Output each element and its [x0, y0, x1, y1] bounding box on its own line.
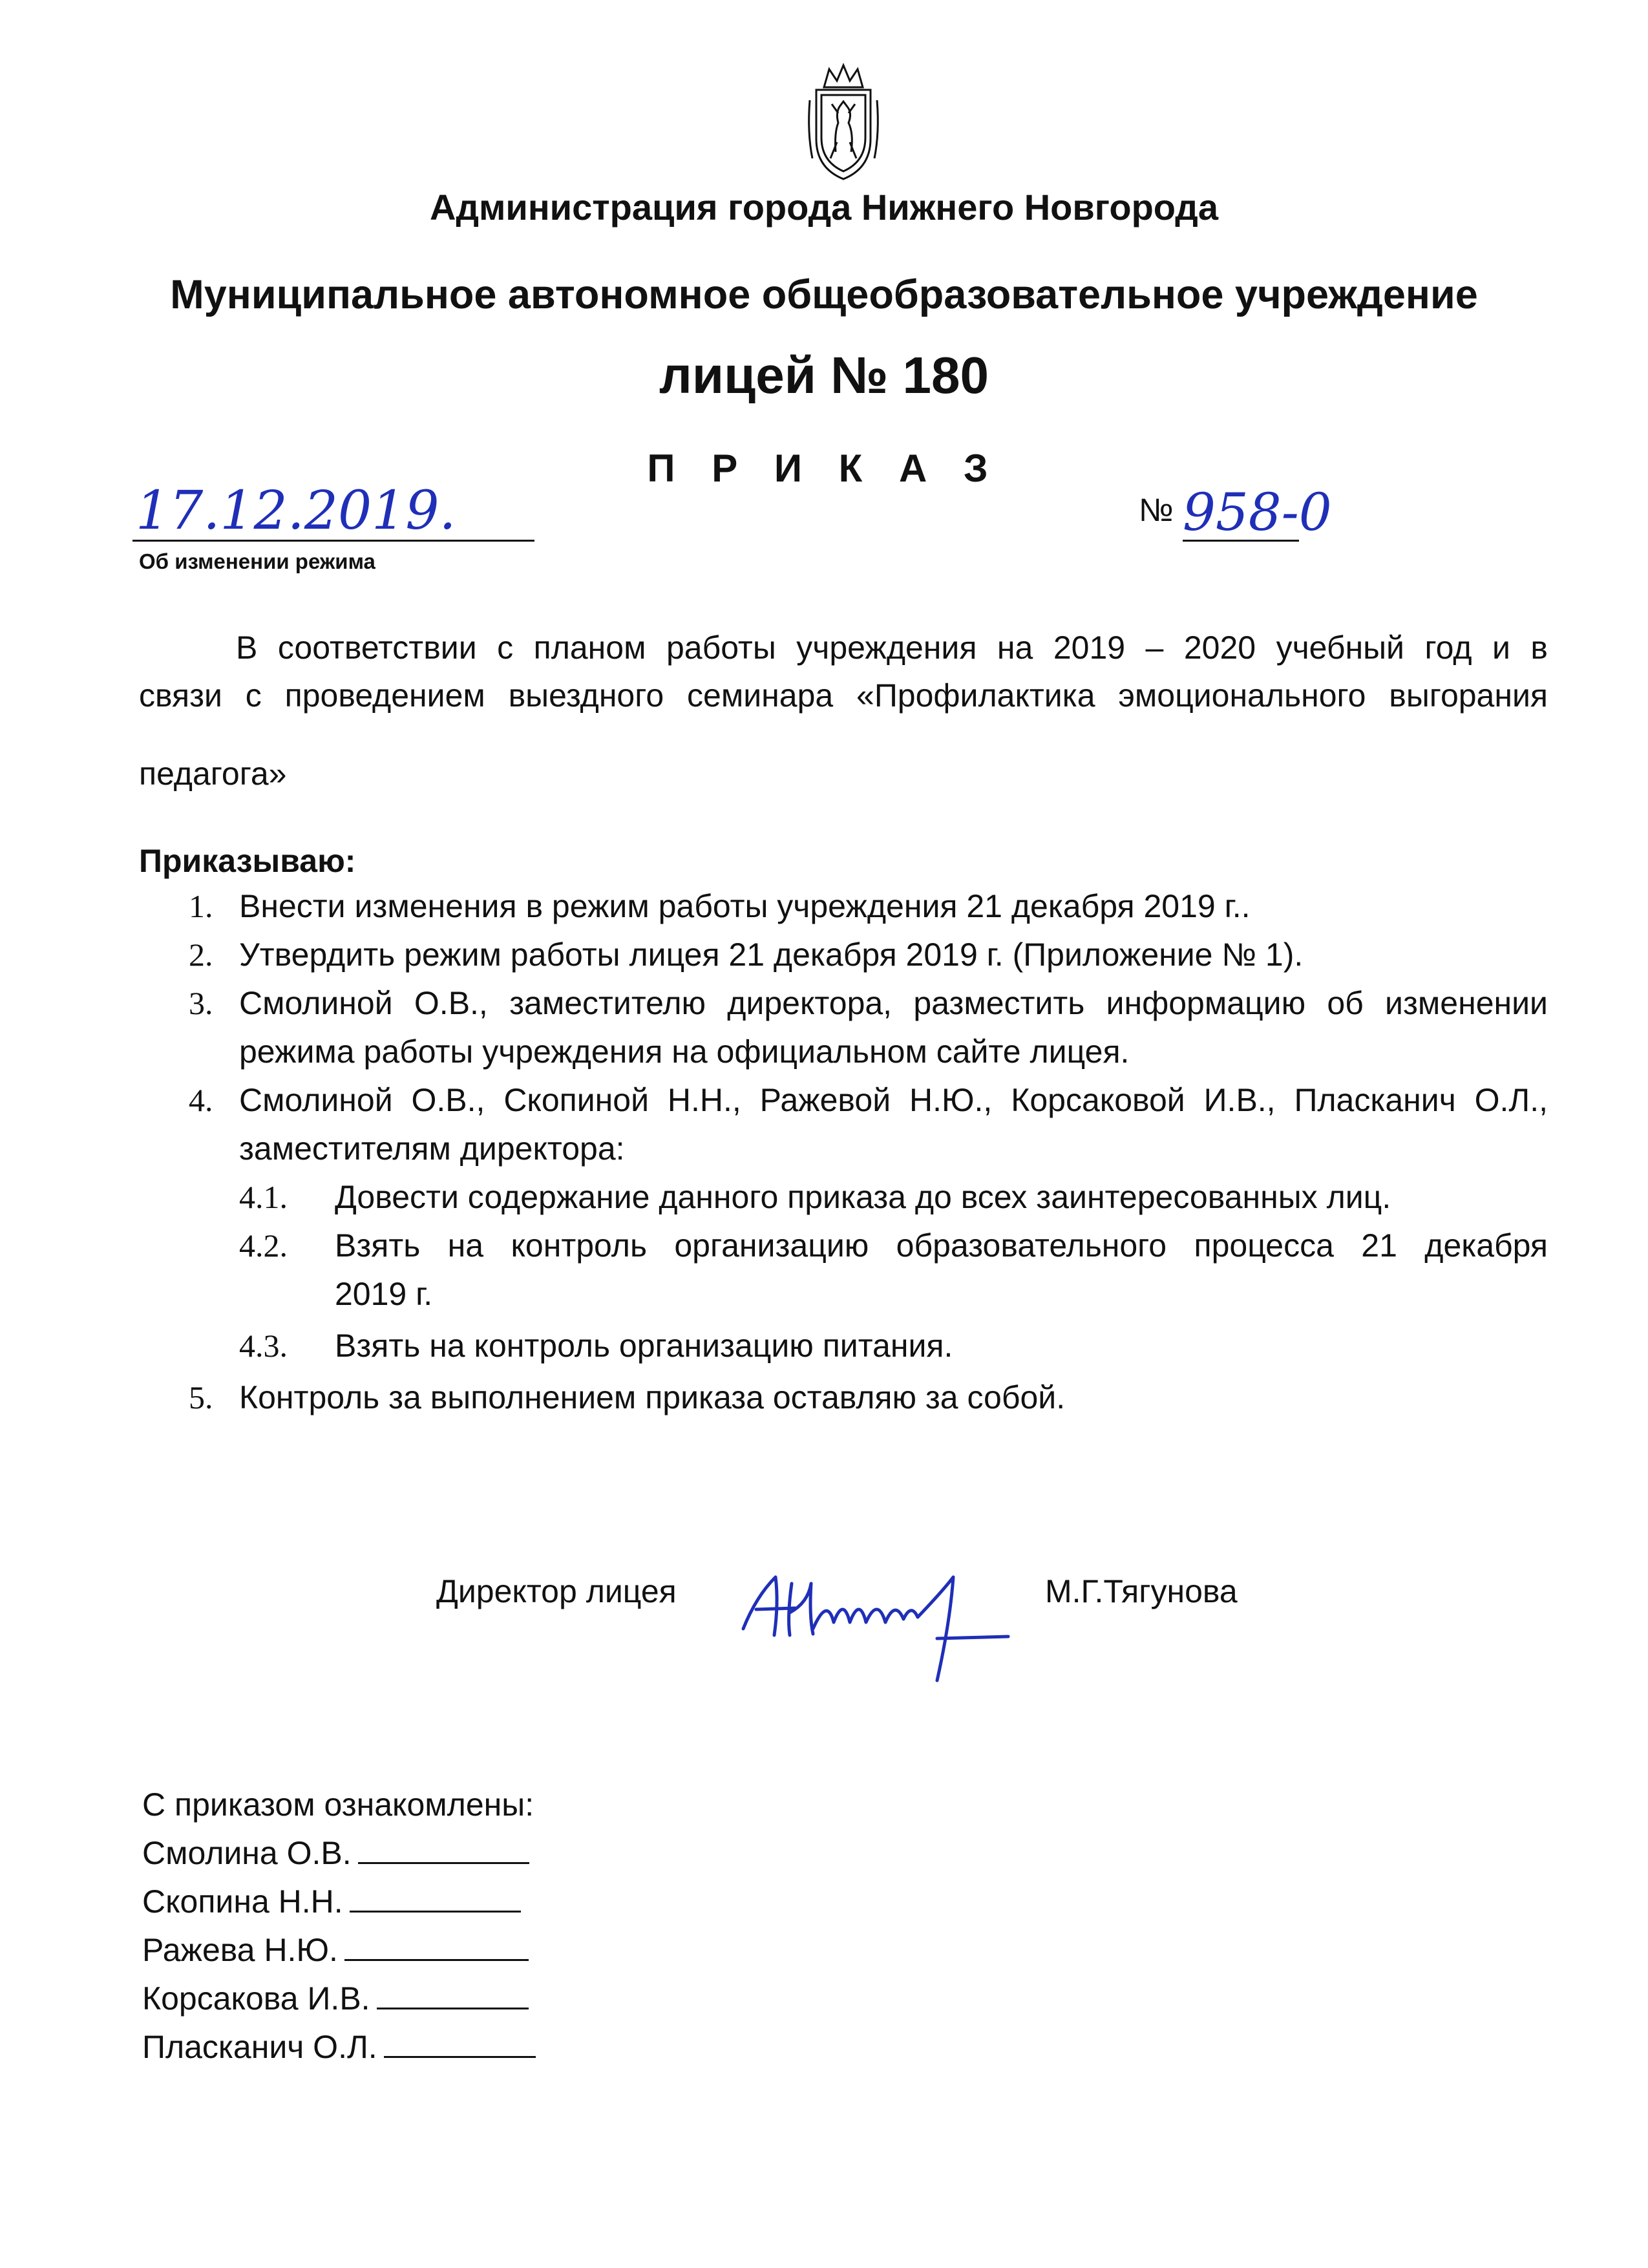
order-number-label: № [1139, 492, 1174, 528]
acknowledgement-row [142, 1926, 529, 1974]
item-text: Контроль за выполнением приказа оставляю за собой. [239, 1379, 1066, 1415]
acknowledgement-row [142, 2023, 536, 2071]
item-number: 5. [189, 1379, 213, 1415]
signature-blank[interactable] [358, 1838, 529, 1864]
acknowledgement-person: Пласканич О.Л. [142, 2029, 377, 2065]
item-text: Утвердить режим работы лицея 21 декабря 2019 г. (Приложение № 1). [239, 937, 1304, 973]
subitem-number: 4.3. [239, 1328, 288, 1364]
acknowledgement-person: Ражева Н.Ю. [142, 1932, 338, 1968]
item-text: заместителям директора: [239, 1130, 625, 1167]
item-text: Смолиной О.В., заместителю директора, разместить информацию об изменении [239, 985, 1548, 1021]
acknowledgement-row [142, 1878, 521, 1925]
item-text: Внести изменения в режим работы учреждения 21 декабря 2019 г.. [239, 888, 1251, 924]
subitem-number: 4.2. [239, 1227, 288, 1264]
preamble-line: педагога» [139, 756, 287, 792]
item-text: Смолиной О.В., Скопиной Н.Н., Ражевой Н.Ю., Корсаковой И.В., Пласканич О.Л., [239, 1082, 1548, 1118]
subitem-text: 2019 г. [335, 1276, 433, 1312]
subitem-text: Довести содержание данного приказа до всех заинтересованных лиц. [335, 1179, 1391, 1215]
order-number-underline [1183, 540, 1299, 542]
acknowledgement-person: Корсакова И.В. [142, 1980, 370, 2017]
lyceum-title: лицей № 180 [659, 346, 989, 404]
subitem-number: 4.1. [239, 1179, 288, 1215]
item-number: 2. [189, 937, 213, 973]
handwritten-date [136, 478, 456, 542]
handwritten-order-number [1183, 480, 1338, 541]
item-number: 1. [189, 888, 213, 924]
coat-of-arms-emblem [798, 61, 889, 184]
subitem-text: Взять на контроль организацию питания. [335, 1328, 953, 1364]
handwritten-signature [730, 1558, 1021, 1687]
svg-text:958-0: 958-0 [1183, 482, 1332, 542]
directive-heading: Приказываю: [139, 843, 356, 879]
preamble [139, 624, 1548, 719]
signature-blank[interactable] [344, 1934, 529, 1961]
item-number: 3. [189, 985, 213, 1021]
institution-title: Муниципальное автономное общеобразовательное учреждение [170, 272, 1478, 317]
administration-title: Администрация города Нижнего Новгорода [430, 187, 1218, 228]
acknowledgement-row [142, 1829, 529, 1877]
preamble-line: В соответствии с планом работы учреждения на 2019 – 2020 учебный год и в [236, 630, 1548, 666]
signer-role: Директор лицея [436, 1573, 677, 1609]
acknowledgement-row [142, 1975, 529, 2022]
document-type: П Р И К А З [647, 447, 1001, 490]
date-underline [132, 540, 534, 542]
order-subject: Об изменении режима [139, 549, 375, 573]
signature-blank[interactable] [350, 1886, 521, 1913]
acknowledgement-person: Скопина Н.Н. [142, 1883, 343, 1920]
svg-text:17.12.2019.: 17.12.2019. [136, 480, 456, 542]
acknowledgement-person: Смолина О.В. [142, 1835, 352, 1871]
item-text: режима работы учреждения на официальном сайте лицея. [239, 1033, 1130, 1070]
preamble-line: связи с проведением выездного семинара «Профилактика эмоционального выгорания [139, 677, 1548, 714]
signer-name: М.Г.Тягунова [1045, 1573, 1238, 1609]
item-number: 4. [189, 1082, 213, 1118]
acknowledgement-heading: С приказом ознакомлены: [142, 1786, 534, 1823]
signature-blank[interactable] [384, 2031, 536, 2058]
signature-blank[interactable] [377, 1983, 529, 2009]
subitem-text: Взять на контроль организацию образовательного процесса 21 декабря [335, 1227, 1548, 1264]
